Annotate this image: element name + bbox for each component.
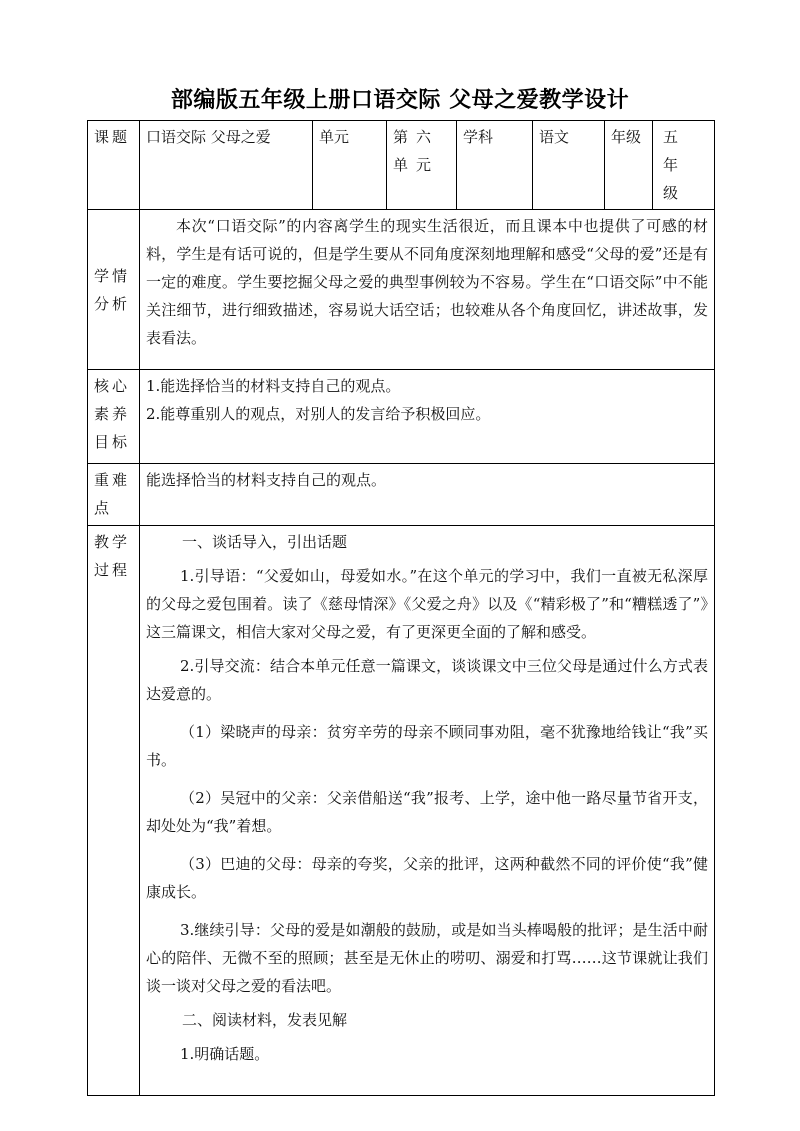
subject-value: 语文 <box>533 121 605 210</box>
document-title: 部编版五年级上册口语交际 父母之爱教学设计 <box>170 88 630 113</box>
unit-value: 第六单元 <box>387 121 457 210</box>
grade-label: 年级 <box>605 121 653 210</box>
header-row <box>88 121 715 210</box>
lesson-plan-table <box>87 120 715 1096</box>
subject-label: 学科 <box>457 121 533 210</box>
process-example: （2）吴冠中的父亲：父亲借船送“我”报考、上学，途中他一路尽量节省开支，却处处为“我”着想。 <box>146 789 708 835</box>
analysis-text: 本次“口语交际”的内容离学生的现实生活很近，而且课本中也提供了可感的材料，学生是有话可说的，但是学生要从不同角度深刻地理解和感受“父母的爱”还是有一定的难度。学生要挖掘父母之爱的典型事例较为不容易。学生在“口语交际”中不能关注细节，进行细致描述，容易说大话空话；也较难从各个角度回忆，讲述故事，发表看法。 <box>146 217 708 347</box>
key-points-row <box>88 464 715 526</box>
process-example: （3）巴迪的父母：母亲的夸奖，父亲的批评，这两种截然不同的评价使“我”健康成长。 <box>146 855 708 901</box>
section-heading: 一、谈话导入，引出话题 <box>182 533 348 551</box>
process-step: 1.引导语：“父爱如山，母爱如水。”在这个单元的学习中，我们一直被无私深厚的父母之爱包围着。读了《慈母情深》《父爱之舟》以及《“精彩极了”和“糟糕透了”》这三篇课文，相信大家对父母之爱，有了更深更全面的了解和感受。 <box>146 567 708 641</box>
course-value: 口语交际 父母之爱 <box>140 121 313 210</box>
goals-row <box>88 370 715 464</box>
process-row <box>88 526 715 1096</box>
process-cell <box>140 526 715 1096</box>
goal-item: 1.能选择恰当的材料支持自己的观点。 <box>146 377 401 395</box>
analysis-label: 学情分析 <box>88 210 140 370</box>
key-points-label: 重难点 <box>88 464 140 526</box>
goals-cell <box>140 370 715 464</box>
key-points-cell <box>140 464 715 526</box>
process-step: 1.明确话题。 <box>180 1045 270 1063</box>
process-step: 3.继续引导：父母的爱是如潮般的鼓励，或是如当头棒喝般的批评；是生活中耐心的陪伴、无微不至的照顾；甚至是无休止的唠叨、溺爱和打骂……这节课就让我们谈一谈对父母之爱的看法吧。 <box>146 921 708 995</box>
section-heading: 二、阅读材料，发表见解 <box>182 1011 348 1029</box>
process-step: 2.引导交流：结合本单元任意一篇课文，谈谈课文中三位父母是通过什么方式表达爱意的。 <box>146 657 708 703</box>
process-example: （1）梁晓声的母亲：贫穷辛劳的母亲不顾同事劝阻，毫不犹豫地给钱让“我”买书。 <box>146 723 708 769</box>
analysis-cell <box>140 210 715 370</box>
goals-label: 核心素养目标 <box>88 370 140 464</box>
process-label: 教学过程 <box>88 526 140 1096</box>
goal-item: 2.能尊重别人的观点，对别人的发言给予积极回应。 <box>146 405 491 423</box>
course-label: 课题 <box>88 121 140 210</box>
unit-label: 单元 <box>313 121 387 210</box>
grade-value: 五年级 <box>653 121 715 210</box>
analysis-row <box>88 210 715 370</box>
key-points-text: 能选择恰当的材料支持自己的观点。 <box>146 471 387 489</box>
